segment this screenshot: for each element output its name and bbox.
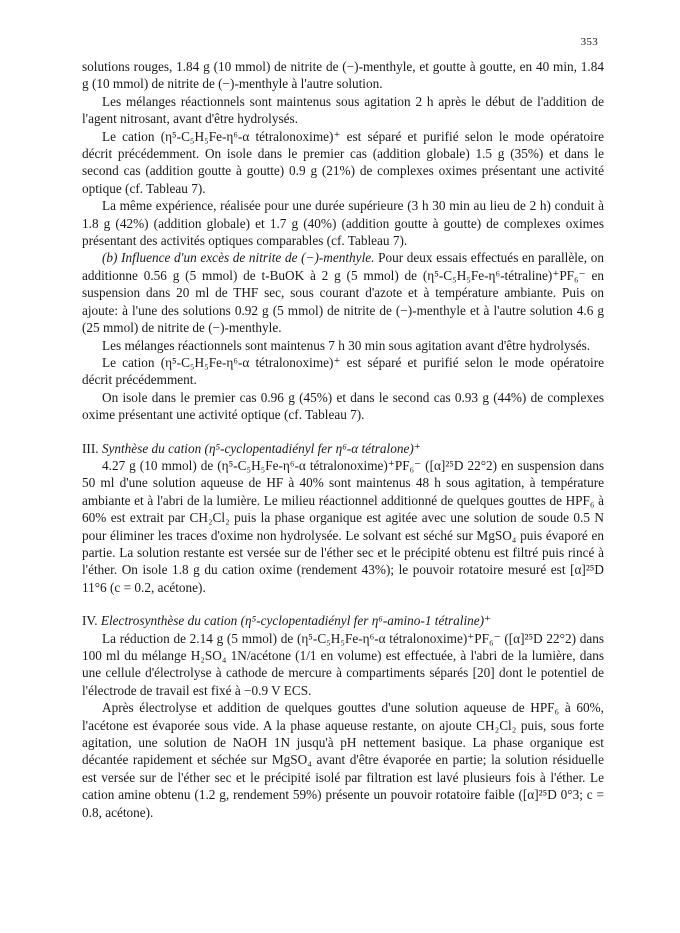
section-heading — [82, 440, 604, 457]
section-title: Synthèse du cation (η⁵-cyclopentadiényl fer η⁶-α tétralone)⁺ — [101, 440, 421, 456]
paragraph: La réduction de 2.14 g (5 mmol) de (η⁵-C₅H₅Fe-η⁶-α tétralonoxime)⁺PF₆⁻ ([α]²⁵D 22°2) dans 100 ml du mélange H₂SO₄ 1N/acétone (1/1 en volume) est effectuée, à l'abri de la lumière, dans une cellule d'électrolyse à cathode de mercure à compartiments séparés [20] dont le potentiel de l'électrode de travail est fixé à −0.9 V ECS. — [82, 630, 604, 698]
paragraph — [82, 249, 604, 336]
body-text — [82, 58, 604, 821]
page-number: 353 — [580, 36, 598, 48]
paragraph: 4.27 g (10 mmol) de (η⁵-C₅H₅Fe-η⁶-α tétralonoxime)⁺PF₆⁻ ([α]²⁵D 22°2) en suspension dans 50 ml d'une solution aqueuse de HF à 40% sont maintenus 48 h sous agitation, à température ambiante et à l'abri de la lumière. Le milieu réactionnel additionné de quelques gouttes de HPF₆ à 60% est extrait par CH₂Cl₂ puis la phase organique est agitée avec une solution de soude 0.5 N pour éliminer les traces d'oxime non hydrolysée. Le solvant est séché sur MgSO₄ puis évaporé en partie. La solution restante est versée sur de l'éther sec et le précipité obtenu est filtré puis rincé à l'éther. On isole 1.8 g du cation oxime (rendement 43%); le pouvoir rotatoire mesuré est [α]²⁵D 11°6 (c = 0.2, acétone). — [82, 457, 604, 595]
section-number: IV. — [82, 613, 98, 629]
paragraph: Les mélanges réactionnels sont maintenus 7 h 30 min sous agitation avant d'être hydrolysés. — [102, 337, 591, 353]
paragraph-text: Pour deux essais effectués en parallèle, on additionne 0.56 g (5 mmol) de t-BuOK à 2 g (5 mmol) de (η⁵-C₅H₅Fe-η⁶-tétraline)⁺PF₆⁻ en suspension dans 20 ml de THF sec, sous courant d'azote et à température ambiante. Puis on ajoute: à l'une des solutions 0.92 g (5 mmol) de nitrite de (−)-menthyle et à l'autre solution 4.6 g (25 mmol) de nitrite de (−)-menthyle. — [82, 250, 604, 336]
section-heading — [82, 612, 604, 629]
paragraph: Le cation (η⁵-C₅H₅Fe-η⁶-α tétralonoxime)⁺ est séparé et purifié selon le mode opératoire décrit précédemment. — [82, 354, 604, 388]
section-title: Electrosynthèse du cation (η⁵-cyclopentadiényl fer η⁶-amino-1 tétraline)⁺ — [100, 613, 492, 629]
paragraph: On isole dans le premier cas 0.96 g (45%) et dans le second cas 0.93 g (44%) de complexes oxime présentant une activité optique (cf. Tableau 7). — [82, 389, 604, 423]
section-number: III. — [82, 440, 99, 456]
paragraph: Après électrolyse et addition de quelques gouttes d'une solution aqueuse de HPF₆ à 60%, l'acétone est évaporée sous vide. A la phase aqueuse restante, on ajoute CH₂Cl₂ puis, sous forte agitation, une solution de NaOH 1N jusqu'à pH nettement basique. La phase organique est décantée rapidement et séchée sur MgSO₄ avant d'être évaporée en partie; la solution résiduelle est versée sur de l'éther sec et le précipité isolé par filtration est lavé plusieurs fois à l'éther. Le cation amine obtenu (1.2 g, rendement 59%) présente un pouvoir rotatoire faible ([α]²⁵D 0°3; c = 0.8, acétone). — [82, 700, 604, 820]
paragraph: Les mélanges réactionnels sont maintenus sous agitation 2 h après le début de l'addition de l'agent nitrosant, avant d'être hydrolysés. — [82, 93, 604, 127]
subsection-title: (b) Influence d'un excès de nitrite de (−)-menthyle. — [102, 250, 375, 266]
paragraph: solutions rouges, 1.84 g (10 mmol) de nitrite de (−)-menthyle, et goutte à goutte, en 40 min, 1.84 g (10 mmol) de nitrite de (−)-menthyle à l'autre solution. — [82, 59, 604, 92]
paragraph: Le cation (η⁵-C₅H₅Fe-η⁶-α tétralonoxime)⁺ est séparé et purifié selon le mode opératoire décrit précédemment. On isole dans le premier cas (addition globale) 1.5 g (35%) et dans le second cas (addition goutte à goutte) 0.9 g (21%) de complexes oximes présentant une activité optique (cf. Tableau 7). — [82, 128, 604, 196]
paragraph: La même expérience, réalisée pour une durée supérieure (3 h 30 min au lieu de 2 h) conduit à 1.8 g (42%) (addition globale) et 1.7 g (40%) (addition goutte à goutte) de complexes oximes présentant des activités optiques comparables (cf. Tableau 7). — [82, 198, 604, 249]
